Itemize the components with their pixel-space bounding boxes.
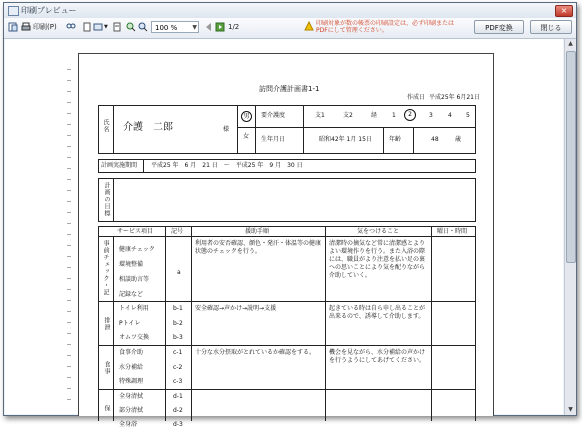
section-2-category: 排泄	[103, 317, 110, 331]
ruler	[67, 69, 71, 409]
section-1-item-4: 記録など	[119, 291, 144, 298]
section-1-code: a	[177, 269, 181, 276]
section-3-procedure: 十分な水分摂取がとれているか確認をする。	[195, 349, 316, 356]
col-procedure: 援助手順	[245, 228, 270, 235]
title-bar	[4, 3, 576, 19]
section-4-code-3: d-3	[173, 421, 183, 428]
care-level-7: 4	[448, 112, 452, 119]
document-icon[interactable]	[112, 22, 122, 32]
section-2-code-2: b-2	[173, 320, 183, 327]
window-close-button[interactable]: ×	[555, 5, 573, 17]
name-label: 氏名	[102, 119, 109, 133]
sex-female: 女	[243, 133, 250, 140]
col-schedule: 曜日・時間	[437, 228, 468, 235]
section-2-code-1: b-1	[173, 305, 183, 312]
print-warning-text: 印刷対象が数の帳票の印刷設定は、必ず印刷またはPDFにして管理ください。	[316, 20, 455, 34]
col-code: 記号	[171, 228, 184, 235]
multi-page-icon[interactable]	[93, 22, 103, 32]
print-button[interactable]: 印刷(P)	[33, 23, 57, 31]
section-2-procedure: 安全確認→声かけ→説明→支援	[195, 305, 277, 312]
window-title: 印刷プレビュー	[21, 6, 77, 15]
section-3-notes: 機会を見ながら、水分補給の声かけを行うようにしてあげてください。	[329, 349, 426, 364]
care-level-3: 経	[371, 112, 378, 119]
find-icon[interactable]	[66, 22, 76, 32]
vertical-scrollbar[interactable]	[564, 39, 576, 415]
section-3-code-1: c-1	[173, 349, 183, 356]
page-indicator: 1/2	[228, 23, 240, 31]
section-1-item-3: 相談助言等	[119, 276, 150, 283]
zoom-out-icon[interactable]	[138, 22, 148, 32]
section-2-item-1: トイレ利用	[119, 305, 149, 312]
honorific: 様	[223, 126, 230, 133]
next-page-icon[interactable]	[215, 22, 225, 32]
section-4-code-2: d-2	[173, 407, 183, 414]
section-2-item-2: Pトイレ	[119, 320, 141, 327]
scroll-up-icon[interactable]: ▲	[568, 40, 573, 47]
zoom-in-icon[interactable]	[126, 22, 136, 32]
section-3-code-3: c-3	[173, 378, 183, 385]
section-3-item-1: 食事介助	[119, 349, 144, 356]
birth-date: 昭和42年 1月 15日	[319, 136, 372, 143]
page-setup-icon[interactable]	[8, 22, 18, 32]
care-level-6: 3	[429, 112, 433, 119]
pdf-convert-button[interactable]: PDF変換	[474, 20, 524, 34]
care-level-2: 支2	[343, 112, 353, 119]
section-3-item-2: 水分補給	[119, 364, 144, 371]
toolbar	[4, 18, 576, 39]
created-label: 作成日	[407, 94, 426, 101]
section-1-category: 事前チェック・記	[102, 240, 109, 296]
section-4-item-1: 全身清拭	[119, 393, 144, 400]
preview-canvas[interactable]	[5, 39, 563, 428]
scroll-down-icon[interactable]: ▼	[568, 406, 573, 413]
col-service-item: サービス項目	[117, 228, 154, 235]
section-3-category: 食事	[103, 361, 110, 375]
care-level-1: 支1	[315, 112, 325, 119]
zoom-select[interactable]	[151, 21, 199, 33]
view-dropdown-arrow[interactable]: ▼	[104, 24, 108, 30]
section-1-procedure: 利用者の安否確認、顔色・発汗・体温等の健康状態のチェックを行う。	[195, 240, 322, 255]
first-page-icon[interactable]	[204, 22, 214, 32]
close-button[interactable]: 閉じる	[530, 20, 572, 34]
plan-period-label: 計画実施期間	[101, 162, 138, 169]
section-3-item-3: 特殊調理	[119, 378, 144, 385]
age-unit: 歳	[455, 136, 462, 143]
age-label: 年齢	[389, 136, 402, 143]
scroll-thumb[interactable]	[566, 51, 576, 263]
doc-title: 訪問介護計画書1-1	[259, 85, 320, 93]
printer-icon[interactable]	[21, 22, 31, 32]
section-1-item-1: 健康チェック	[119, 246, 155, 253]
section-2-item-3: オムツ交換	[119, 334, 150, 341]
single-page-icon[interactable]	[82, 22, 92, 32]
col-notes: 気をつけること	[357, 228, 400, 235]
goals-label: 計画の目標	[103, 182, 110, 217]
plan-period: 平成25 年 6 月 21 日 〜 平成25 年 9 月 30 日	[151, 162, 303, 169]
section-1-item-2: 環境整備	[119, 261, 144, 268]
section-4-code-1: d-1	[173, 393, 183, 400]
app-icon	[8, 6, 19, 16]
print-preview-window	[3, 2, 577, 428]
section-4-category: 保	[103, 405, 110, 412]
care-level-5: 2	[404, 109, 416, 121]
birth-label: 生年月日	[261, 136, 286, 143]
section-2-notes: 起きている時は自ら申し出ることが出来るので、誘導して介助します。	[329, 305, 426, 320]
age-value: 48	[431, 136, 439, 143]
client-name: 介護 二郎	[123, 122, 173, 133]
zoom-value: 100 %	[155, 24, 178, 32]
chevron-down-icon: ▼	[192, 24, 197, 31]
sex-male: 男	[241, 111, 252, 122]
created-date: 平成25年 6月21日	[429, 94, 480, 101]
section-4-item-3: 全身浴	[119, 421, 138, 428]
care-level-8: 5	[466, 112, 470, 119]
section-2-code-3: b-3	[173, 334, 183, 341]
care-level-label: 要介護度	[261, 112, 286, 119]
goals-row	[98, 178, 476, 222]
section-1-notes: 清潔時の摘気など常に清潔感とよりよい環境作りを行う。また入浴の際には、職員がより注意を払い足の裏への思いことにより気を配りながら介助していく。	[329, 240, 426, 279]
section-3-code-2: c-2	[173, 364, 183, 371]
warning-icon	[304, 21, 314, 31]
section-4-item-2: 部分清拭	[119, 407, 144, 414]
care-level-4: 1	[392, 112, 396, 119]
